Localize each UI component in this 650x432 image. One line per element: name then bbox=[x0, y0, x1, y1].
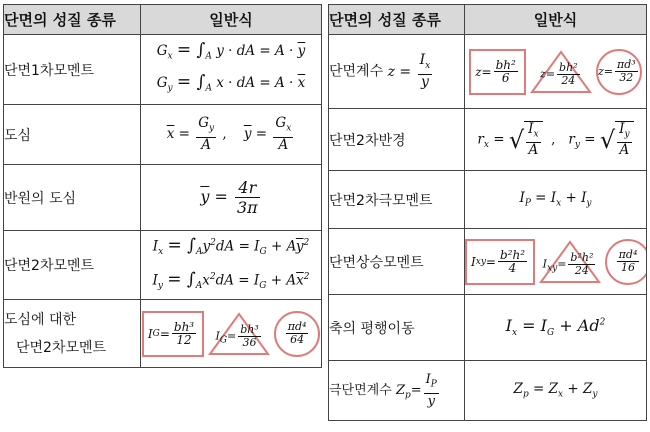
left-header-formula: 일반식 bbox=[141, 5, 322, 35]
rectangle-shape-box: I xy = $\frac{\text{b²h²}}{4}$ bbox=[465, 239, 535, 285]
right-row-polar-moment bbox=[329, 171, 647, 229]
left-row-second-moment bbox=[4, 231, 322, 300]
right-table bbox=[328, 4, 647, 421]
left-row-first-moment bbox=[4, 35, 322, 105]
left-row-centroid bbox=[4, 105, 322, 165]
label-second-moment: 단면2차모멘트 bbox=[4, 231, 141, 300]
right-header-name: 단면의 성질 종류 bbox=[329, 5, 465, 35]
right-row-parallel-axis bbox=[329, 295, 647, 361]
label-centroid: 도심 bbox=[4, 105, 141, 165]
rectangle-shape-box: z = $\frac{\text{bh²}}{6}$ bbox=[469, 49, 526, 95]
formula-product-inertia bbox=[465, 229, 647, 295]
circle-shape-icon: $\frac{\text{πd⁴}}{16}$ bbox=[605, 239, 646, 285]
label-polar-moment: 단면2차극모멘트 bbox=[329, 171, 465, 229]
left-header-name: 단면의 성질 종류 bbox=[4, 5, 141, 35]
label-parallel-axis: 축의 평행이동 bbox=[329, 295, 465, 361]
triangle-shape-icon: z= $\frac{\text{bh²}}{24}$ bbox=[530, 50, 592, 94]
formula-semicircle: $\overline{y}$ = $\frac{4r}{3\pi}$ bbox=[141, 165, 322, 231]
formula-polar-section-modulus: $Z_p = Z_x + Z_y$ bbox=[465, 361, 647, 421]
formula-ix: $I_x = \int_Ay^2dA = I_G + A\overline{y}^2$ bbox=[152, 235, 310, 258]
left-table bbox=[3, 4, 322, 368]
label-polar-section-modulus: 극단면계수 $Z_p=$ $\frac{I_P}{y}$ bbox=[329, 361, 465, 421]
formula-section-modulus bbox=[465, 35, 647, 109]
right-row-section-modulus bbox=[329, 35, 647, 109]
left-row-centroidal-moment bbox=[4, 300, 322, 368]
formula-centroidal-moment bbox=[141, 300, 322, 368]
label-first-moment: 단면1차모멘트 bbox=[4, 35, 141, 105]
right-row-radius-gyration bbox=[329, 109, 647, 171]
formula-second-moment bbox=[141, 231, 322, 300]
right-row-product-inertia bbox=[329, 229, 647, 295]
formula-gy: $G_y = \int_A$ x · dA = $A \cdot \overline{x}$ bbox=[156, 71, 306, 94]
formula-first-moment bbox=[141, 35, 322, 105]
triangle-shape-icon: $I_G=$ $\frac{\text{bh³}}{36}$ bbox=[208, 312, 270, 356]
formula-radius-gyration: $r_x$ = √ $\frac{I_x}{A}$ , $r_y$ = √ $\frac{I_y}{A}$ bbox=[465, 109, 647, 171]
right-row-polar-section-modulus bbox=[329, 361, 647, 421]
label-semicircle: 반원의 도심 bbox=[4, 165, 141, 231]
left-row-semicircle bbox=[4, 165, 322, 231]
label-section-modulus: 단면계수 z = $\frac{I_x}{y}$ bbox=[329, 35, 465, 109]
circle-shape-icon: $\frac{\text{πd⁴}}{64}$ bbox=[274, 311, 320, 357]
formula-parallel-axis: $I_x = I_G + Ad^2$ bbox=[465, 295, 647, 361]
formula-polar-moment: $I_P = I_x + I_y$ bbox=[465, 171, 647, 229]
circle-shape-icon: z = $\frac{\text{πd³}}{32}$ bbox=[596, 49, 642, 95]
formula-centroid: $\overline{x}$ = $\frac{G_y}{A}$ , $\overline{y}$ = $\frac{G_x}{A}$ bbox=[141, 105, 322, 165]
label-product-inertia: 단면상승모멘트 bbox=[329, 229, 465, 295]
formula-gx: $G_x = \int_A$ y · dA = $A \cdot \overline{y}$ bbox=[156, 39, 306, 62]
formula-iy: $I_y = \int_Ax^2dA = I_G + A\overline{x}^2$ bbox=[152, 269, 310, 292]
label-centroidal-moment: 도심에 대한 단면2차모멘트 bbox=[4, 300, 141, 368]
triangle-shape-icon: $I_{xy}=$ $\frac{\text{b²h²}}{24}$ bbox=[539, 240, 601, 284]
label-radius-gyration: 단면2차반경 bbox=[329, 109, 465, 171]
right-header-formula: 일반식 bbox=[465, 5, 647, 35]
rectangle-shape-box: I G = $\frac{\text{bh³}}{12}$ bbox=[142, 311, 204, 357]
